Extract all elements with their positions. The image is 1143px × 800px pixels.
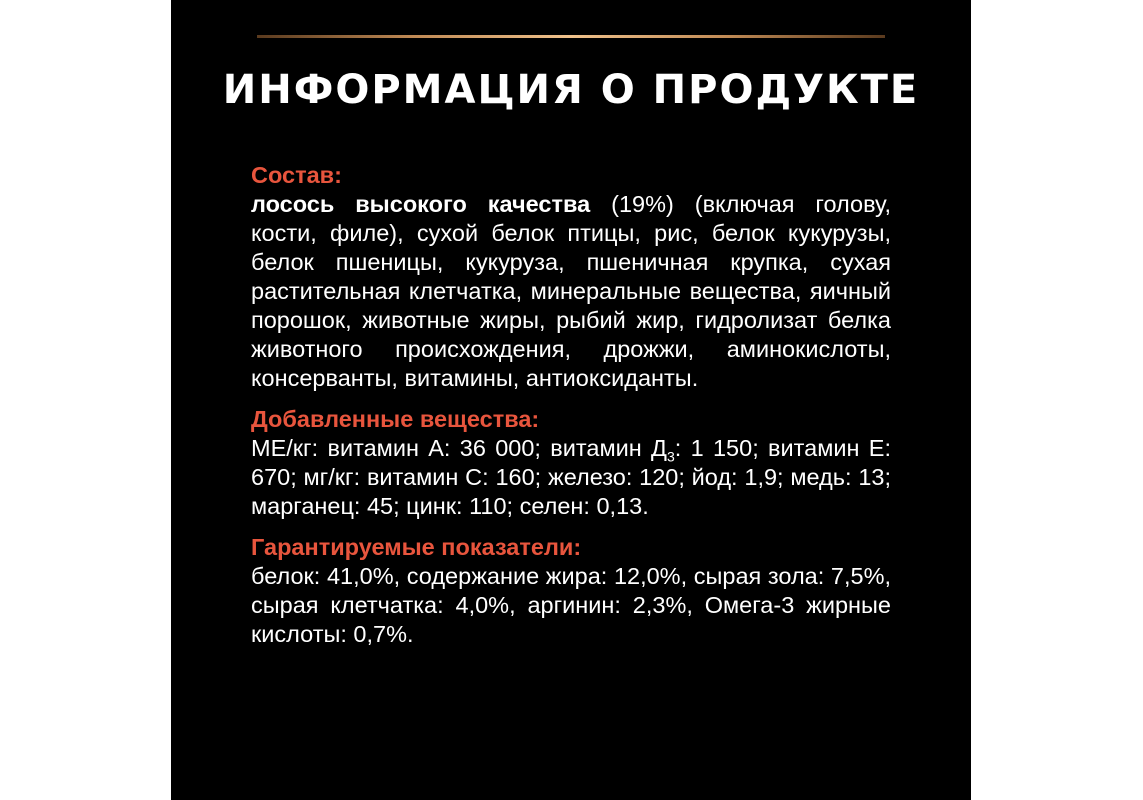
composition-heading: Состав:	[251, 162, 342, 188]
additives-text	[251, 434, 891, 521]
composition-body: (19%) (включая голову, кости, филе), сухой белок птицы, рис, белок кукурузы, белок пшеницы, кукуруза, пшеничная крупка, сухая растительная клетчатка, минеральные вещества, яичный порошок, животные жиры, рыбий жир, гидролизат белка животного происхождения, дрожжи, аминокислоты, консерванты, витамины, антиоксиданты.	[251, 191, 891, 391]
guaranteed-text: белок: 41,0%, содержание жира: 12,0%, сырая зола: 7,5%, сырая клетчатка: 4,0%, аргинин: 2,3%, Омега-3 жирные кислоты: 0,7%.	[251, 563, 891, 647]
composition-text	[251, 190, 891, 393]
page-title: ИНФОРМАЦИЯ О ПРОДУКТЕ	[222, 67, 920, 113]
additives-section	[251, 405, 891, 521]
vitamin-d-subscript: 3	[666, 448, 675, 465]
composition-lead: лосось высокого качества	[251, 191, 591, 217]
additives-heading: Добавленные вещества:	[251, 406, 540, 432]
guaranteed-heading: Гарантируемые показатели:	[251, 534, 582, 560]
composition-section	[251, 161, 891, 393]
product-info-content	[251, 161, 891, 661]
gold-divider	[257, 35, 885, 38]
product-info-panel	[171, 0, 971, 800]
additives-text-end: : 1 150; витамин Е: 670; мг/кг: витамин С: 160; железо: 120; йод: 1,9; медь: 13; марганец: 45; цинк: 110; селен: 0,13.	[251, 435, 891, 519]
guaranteed-section	[251, 533, 891, 649]
additives-text-start: МЕ/кг: витамин А: 36 000; витамин Д	[251, 435, 667, 461]
